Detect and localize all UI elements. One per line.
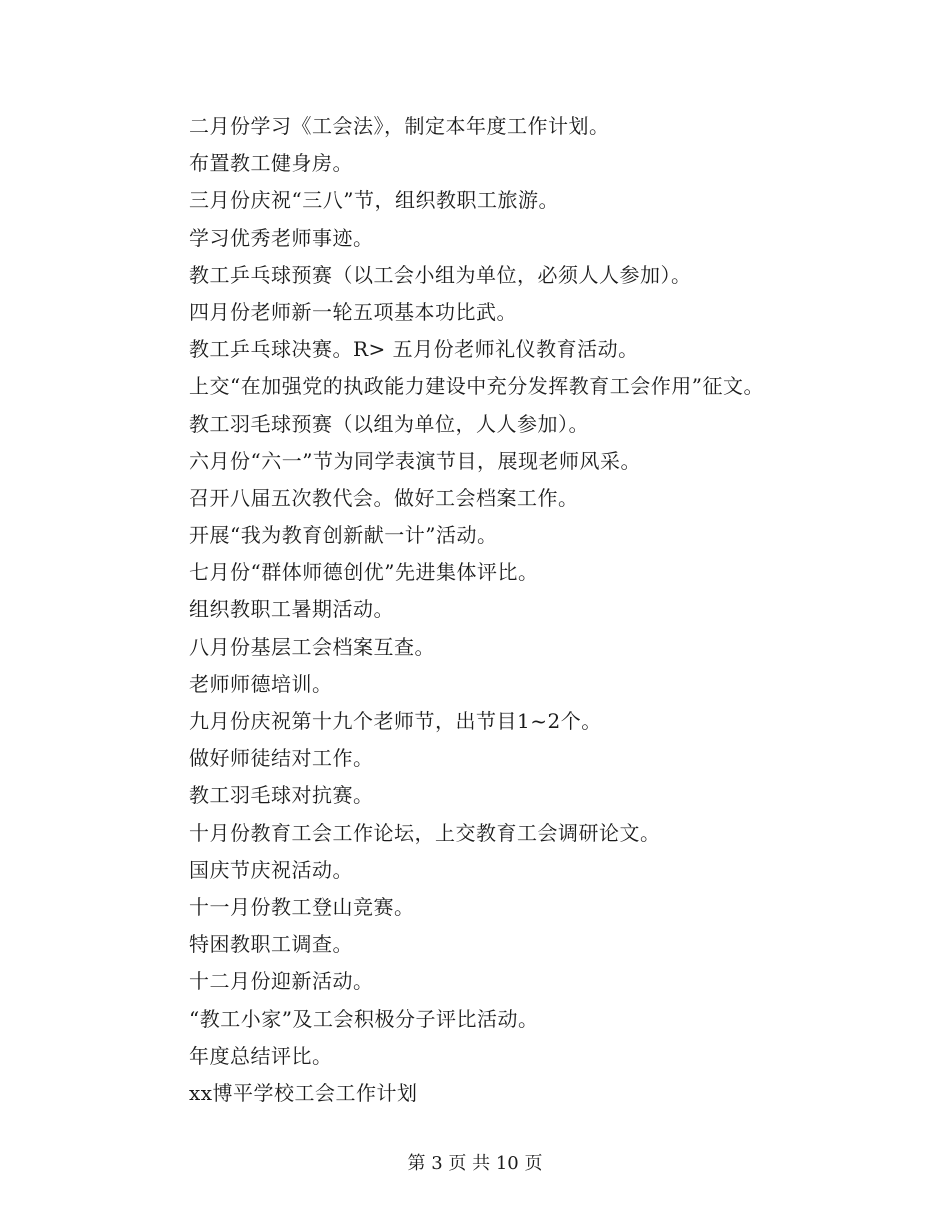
text-line: 做好师徒结对工作。 (189, 746, 374, 771)
text-line: 特困教职工调查。 (189, 932, 353, 957)
text-line: 教工乒乓球决赛。R> 五月份老师礼仪教育活动。 (189, 337, 639, 362)
text-line: 学习优秀老师事迹。 (189, 225, 374, 250)
text-line: 十月份教育工会工作论坛，上交教育工会调研论文。 (189, 820, 661, 845)
text-line: 老师师德培训。 (189, 671, 333, 696)
section-title: xx博平学校工会工作计划 (189, 1080, 418, 1105)
text-line: 教工乒乓球预赛（以工会小组为单位，必须人人参加）。 (189, 262, 692, 287)
text-line: 上交“在加强党的执政能力建设中充分发挥教育工会作用”征文。 (189, 374, 764, 399)
text-line: 二月份学习《工会法》，制定本年度工作计划。 (189, 114, 610, 138)
text-line: 七月份“群体师德创优”先进集体评比。 (189, 560, 539, 585)
text-line: 三月份庆祝“三八”节，组织教职工旅游。 (189, 188, 559, 213)
text-line: 布置教工健身房。 (189, 151, 353, 176)
text-line: 九月份庆祝第十九个老师节，出节目1~2个。 (189, 709, 602, 733)
text-line: 召开八届五次教代会。做好工会档案工作。 (189, 485, 579, 510)
text-line: 教工羽毛球预赛（以组为单位，人人参加）。 (189, 411, 589, 436)
text-line: 教工羽毛球对抗赛。 (189, 783, 374, 808)
text-line: 国庆节庆祝活动。 (189, 857, 353, 882)
text-line: “教工小家”及工会积极分子评比活动。 (189, 1006, 539, 1031)
document-body (189, 108, 889, 1112)
text-line: 十一月份教工登山竞赛。 (189, 894, 415, 919)
text-line: 十二月份迎新活动。 (189, 969, 374, 994)
text-line: 年度总结评比。 (189, 1043, 333, 1068)
text-line: 八月份基层工会档案互查。 (189, 634, 435, 659)
text-line: 组织教职工暑期活动。 (189, 597, 394, 622)
text-line: 六月份“六一”节为同学表演节目，展现老师风采。 (189, 448, 641, 473)
text-line: 四月份老师新一轮五项基本功比武。 (189, 299, 517, 324)
page-number-footer: 第 3 页 共 10 页 (407, 1153, 543, 1174)
text-line: 开展“我为教育创新献一计”活动。 (189, 523, 498, 548)
